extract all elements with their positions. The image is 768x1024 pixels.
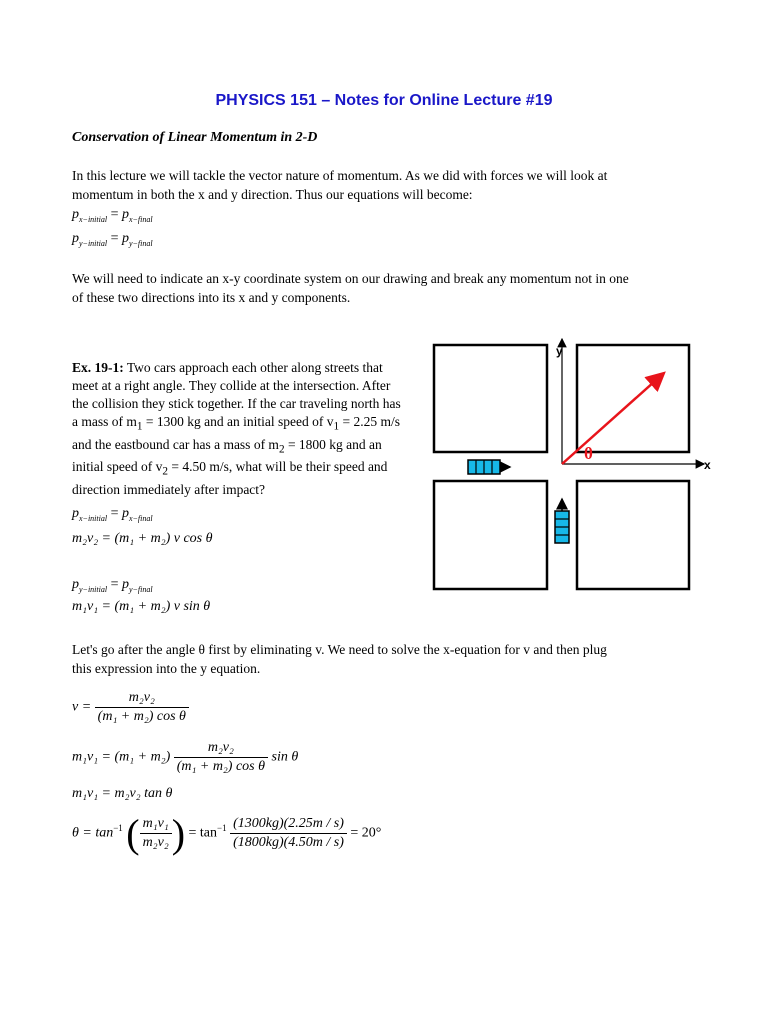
page-title: PHYSICS 151 – Notes for Online Lecture #19 xyxy=(215,92,553,109)
equation-py: $p_{y-initial} = p_{y-final}$ xyxy=(72,231,153,248)
section-heading: Conservation of Linear Momentum in 2-D xyxy=(72,130,318,145)
y-axis-label: y xyxy=(556,344,563,358)
eastbound-car xyxy=(468,460,510,474)
intro-paragraph xyxy=(72,167,712,204)
para2-line-2: of these two directions into its x and y components. xyxy=(72,289,351,305)
example-problem: Ex. 19-1: Two cars approach each other along streets that meet at a right angle. They collide at the intersection. After the collision they stick together. If the car traveling north has a mass of $m_1 = 1300$ kg and an initial speed of $v_1 = 2.25$ m/s and the eastbound car has a mass of $m_2 = 1800$ kg and an initial speed of $v_2 = 4.50$ m/s, what will be their speed and direction immediately after impact? xyxy=(72,360,401,498)
block-bottom-left xyxy=(434,481,547,589)
equation-px: $p_{x-initial} = p_{x-final}$ xyxy=(72,207,153,224)
intersection-diagram xyxy=(428,333,724,595)
equation-theta: $\theta = \tan^{-1}$ ( $\frac{\text{m₁v₁}}{\text{m₂v₂}}$ ) = $\tan^{-1}$ $\frac{(1300kg)(2.25m / s)}{(1800kg)(4.50m / s)}$ = 20° xyxy=(72,811,382,856)
block-top-left xyxy=(434,345,547,452)
intro-line-1: In this lecture we will tackle the vector nature of momentum. As we did with forces we will look at xyxy=(72,168,608,183)
equation-x-momentum: m₂v₂ = (m₁ + m₂) v cos θ xyxy=(72,531,213,546)
equation-y-momentum: m₁v₁ = (m₁ + m₂) v sin θ xyxy=(72,599,211,614)
coordinate-paragraph xyxy=(72,270,712,307)
equation-py-2: $p_{y-initial} = p_{y-final}$ xyxy=(72,577,153,594)
x-axis-label: x xyxy=(704,458,711,472)
para3-line-2: this expression into the y equation. xyxy=(72,660,261,676)
northbound-car xyxy=(555,499,569,543)
block-bottom-right xyxy=(577,481,689,589)
equation-substitution: m₁v₁ = (m₁ + m₂) $\frac{\text{m₂v₂}}{\text{(m₁ + m₂) cos θ}}$ sin θ xyxy=(72,740,299,774)
equation-tan: m₁v₁ = m₂v₂ tan θ xyxy=(72,786,173,801)
equation-v: v = $\frac{\text{m₂v₂}}{\text{(m₁ + m₂) cos θ}}$ xyxy=(72,690,189,725)
angle-paragraph xyxy=(72,641,712,678)
para3-line-1: Let's go after the angle θ first by eliminating v. We need to solve the x-equation for v and then plug xyxy=(72,642,607,657)
theta-label: θ xyxy=(584,444,593,463)
example-label: Ex. 19-1: xyxy=(72,360,124,375)
intro-line-2: momentum in both the x and y direction. Thus our equations will become: xyxy=(72,186,473,202)
para2-line-1: We will need to indicate an x-y coordinate system on our drawing and break any momentum not in one xyxy=(72,271,629,286)
equation-px-2: $p_{x-initial} = p_{x-final}$ xyxy=(72,506,153,523)
